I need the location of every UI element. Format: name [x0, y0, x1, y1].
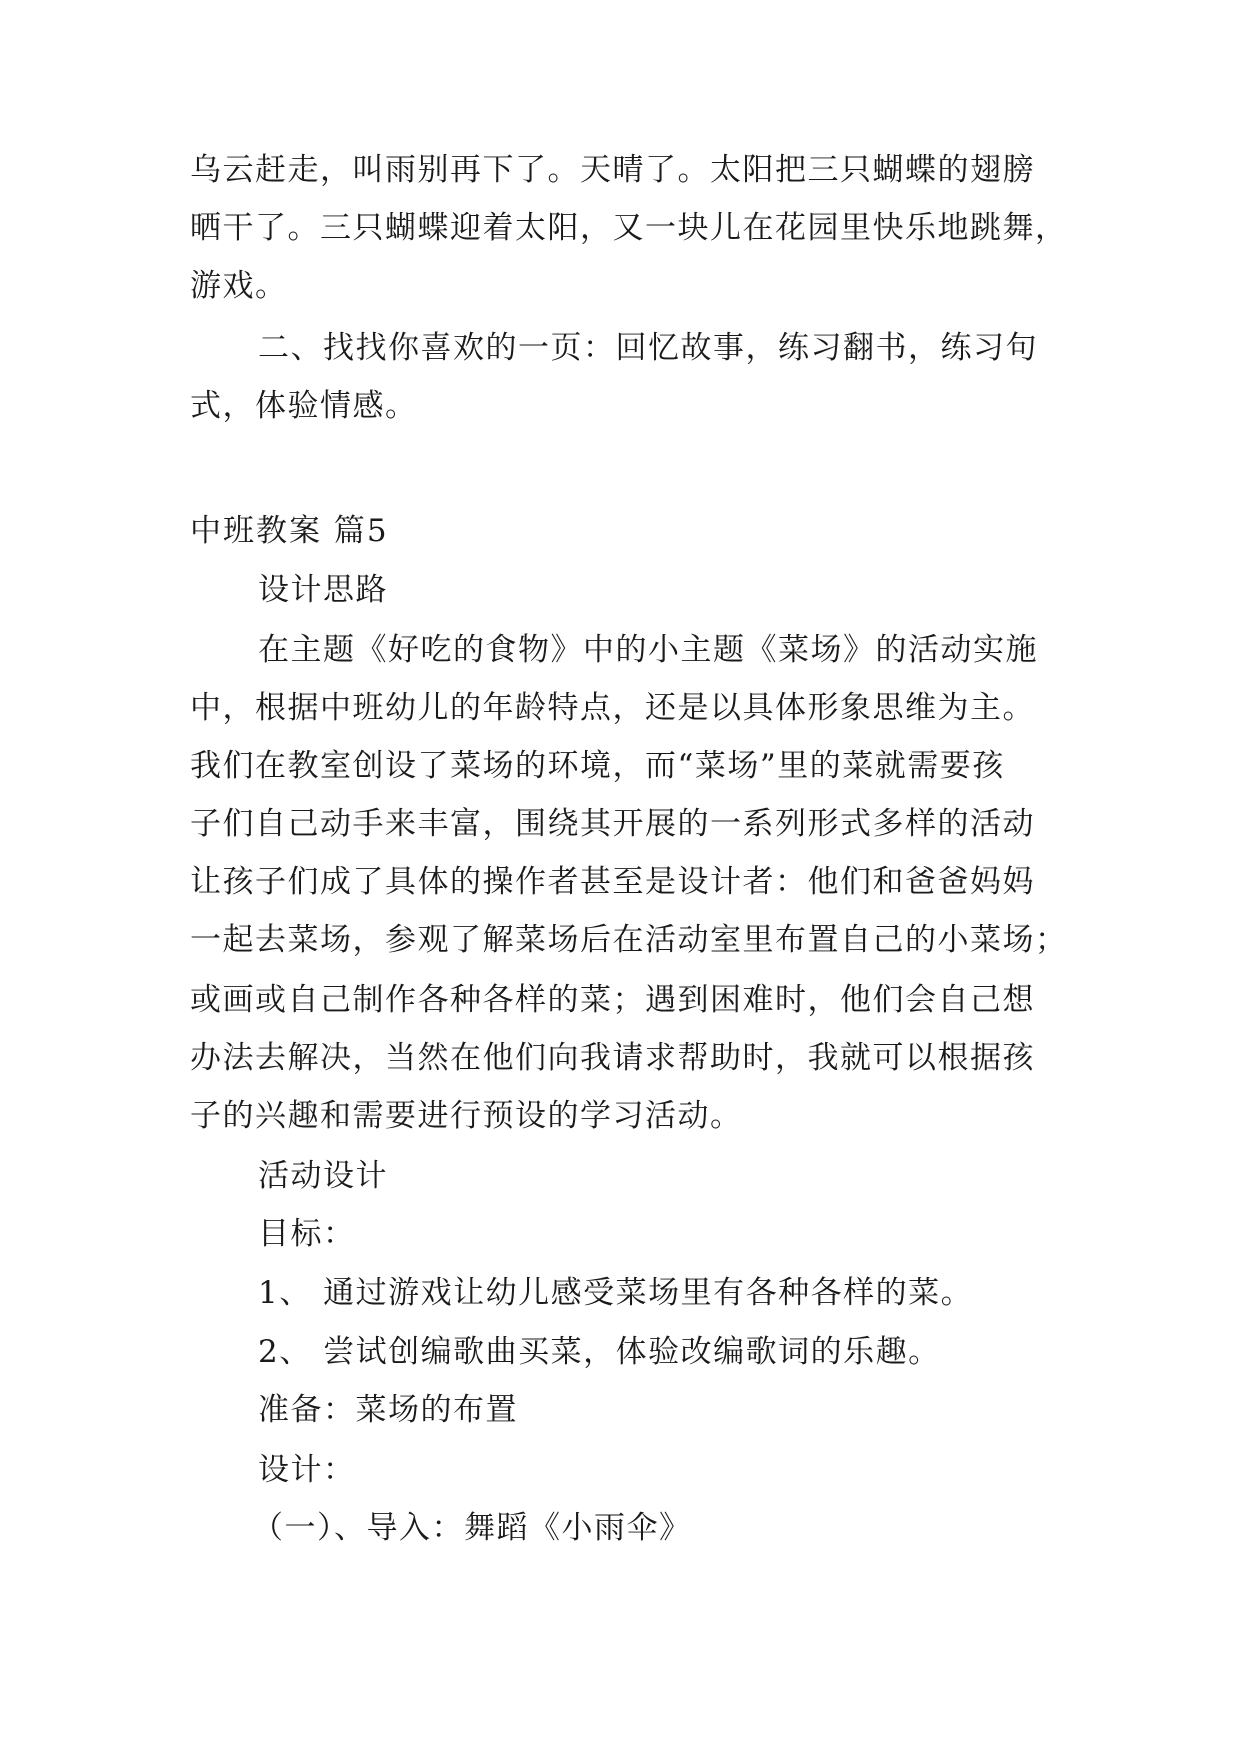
design-idea-line: 一起去菜场，参观了解菜场后在活动室里布置自己的小菜场； [190, 922, 1068, 958]
step-one-line: （一）、导入：舞蹈《小雨伞》 [252, 1510, 692, 1546]
design-idea-line: 让孩子们成了具体的操作者甚至是设计者：他们和爸爸妈妈 [190, 864, 1035, 900]
section-two-line: 式，体验情感。 [190, 388, 418, 424]
paragraph-line: 晒干了。三只蝴蝶迎着太阳，又一块儿在花园里快乐地跳舞， [190, 210, 1068, 246]
paragraph-line: 游戏。 [190, 268, 288, 304]
design-label: 设计： [258, 1452, 356, 1488]
design-idea-line: 子们自己动手来丰富，围绕其开展的一系列形式多样的活动 [190, 806, 1035, 842]
goal-item: 1、 通过游戏让幼儿感受菜场里有各种各样的菜。 [258, 1275, 974, 1311]
design-idea-line: 中，根据中班幼儿的年龄特点，还是以具体形象思维为主。 [190, 690, 1035, 726]
paragraph-line: 乌云赶走，叫雨别再下了。天晴了。太阳把三只蝴蝶的翅膀 [190, 152, 1035, 188]
activity-design-heading: 活动设计 [258, 1158, 388, 1194]
design-idea-line: 我们在教室创设了菜场的环境，而“菜场”里的菜就需要孩 [190, 748, 1005, 784]
design-idea-line: 办法去解决，当然在他们向我请求帮助时，我就可以根据孩 [190, 1040, 1035, 1076]
goal-item: 2、 尝试创编歌曲买菜，体验改编歌词的乐趣。 [258, 1334, 941, 1370]
design-idea-line: 子的兴趣和需要进行预设的学习活动。 [190, 1098, 743, 1134]
design-idea-heading: 设计思路 [258, 572, 388, 608]
section-two-line: 二、找找你喜欢的一页：回忆故事，练习翻书，练习句 [258, 330, 1038, 366]
goals-label: 目标： [258, 1216, 356, 1252]
lesson-title: 中班教案 篇5 [190, 513, 389, 549]
design-idea-line: 在主题《好吃的食物》中的小主题《菜场》的活动实施 [258, 632, 1038, 668]
preparation-line: 准备：菜场的布置 [258, 1392, 518, 1428]
design-idea-line: 或画或自己制作各种各样的菜；遇到困难时，他们会自己想 [190, 982, 1035, 1018]
